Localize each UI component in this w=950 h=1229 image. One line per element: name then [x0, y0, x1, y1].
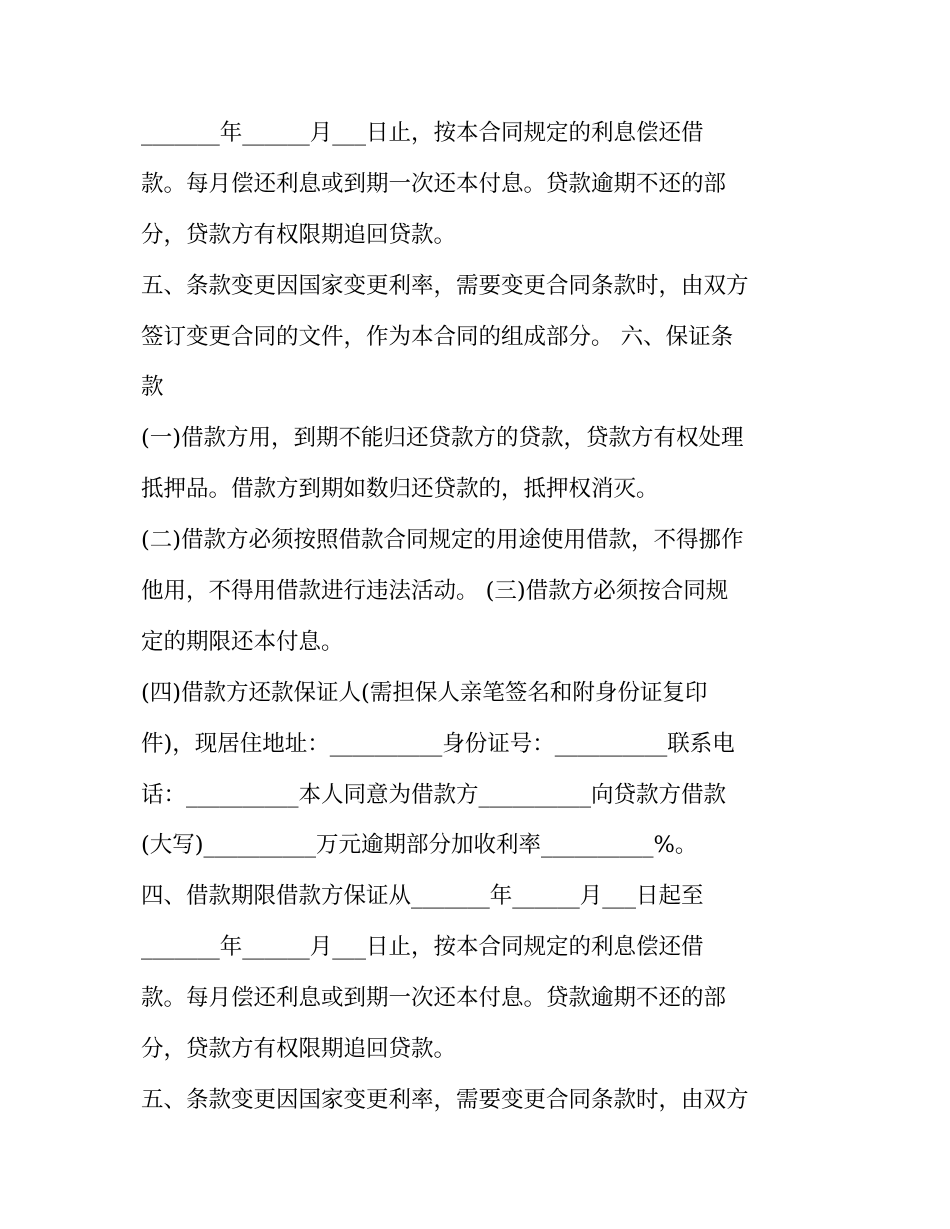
text-line: 四、借款期限借款方保证从_______年______月___日起至: [141, 883, 704, 910]
text-line: (一)借款方用，到期不能归还贷款方的贷款，贷款方有权处理: [141, 425, 744, 452]
text-line: 签订变更合同的文件，作为本合同的组成部分。 六、保证条: [141, 323, 734, 350]
text-line: 定的期限还本付息。: [141, 628, 344, 655]
text-line: 分，贷款方有权限期追回贷款。: [141, 221, 457, 248]
text-line: 五、条款变更因国家变更利率，需要变更合同条款时，由双方: [141, 272, 749, 299]
text-line: 他用，不得用借款进行违法活动。 (三)借款方必须按合同规: [141, 578, 729, 605]
text-line: 款。每月偿还利息或到期一次还本付息。贷款逾期不还的部: [141, 985, 727, 1012]
text-line: 款。每月偿还利息或到期一次还本付息。贷款逾期不还的部: [141, 170, 727, 197]
text-line: (四)借款方还款保证人(需担保人亲笔签名和附身份证复印: [141, 679, 708, 706]
text-line: 款: [141, 374, 164, 401]
text-line: _______年______月___日止，按本合同规定的利息偿还借: [141, 934, 704, 961]
text-line: 话：__________本人同意为借款方__________向贷款方借款: [141, 781, 727, 808]
text-line: 抵押品。借款方到期如数归还贷款的，抵押权消灭。: [141, 476, 659, 503]
text-line: _______年______月___日止，按本合同规定的利息偿还借: [141, 120, 704, 146]
document-body: [141, 108, 821, 1126]
text-line: 分，贷款方有权限期追回贷款。: [141, 1036, 457, 1063]
text-line: 五、条款变更因国家变更利率，需要变更合同条款时，由双方: [141, 1086, 749, 1113]
text-line: (二)借款方必须按照借款合同规定的用途使用借款，不得挪作: [141, 527, 744, 554]
text-line: 件)，现居住地址：__________身份证号：__________联系电: [141, 730, 735, 757]
text-line: (大写)__________万元逾期部分加收利率__________%。: [141, 832, 698, 859]
